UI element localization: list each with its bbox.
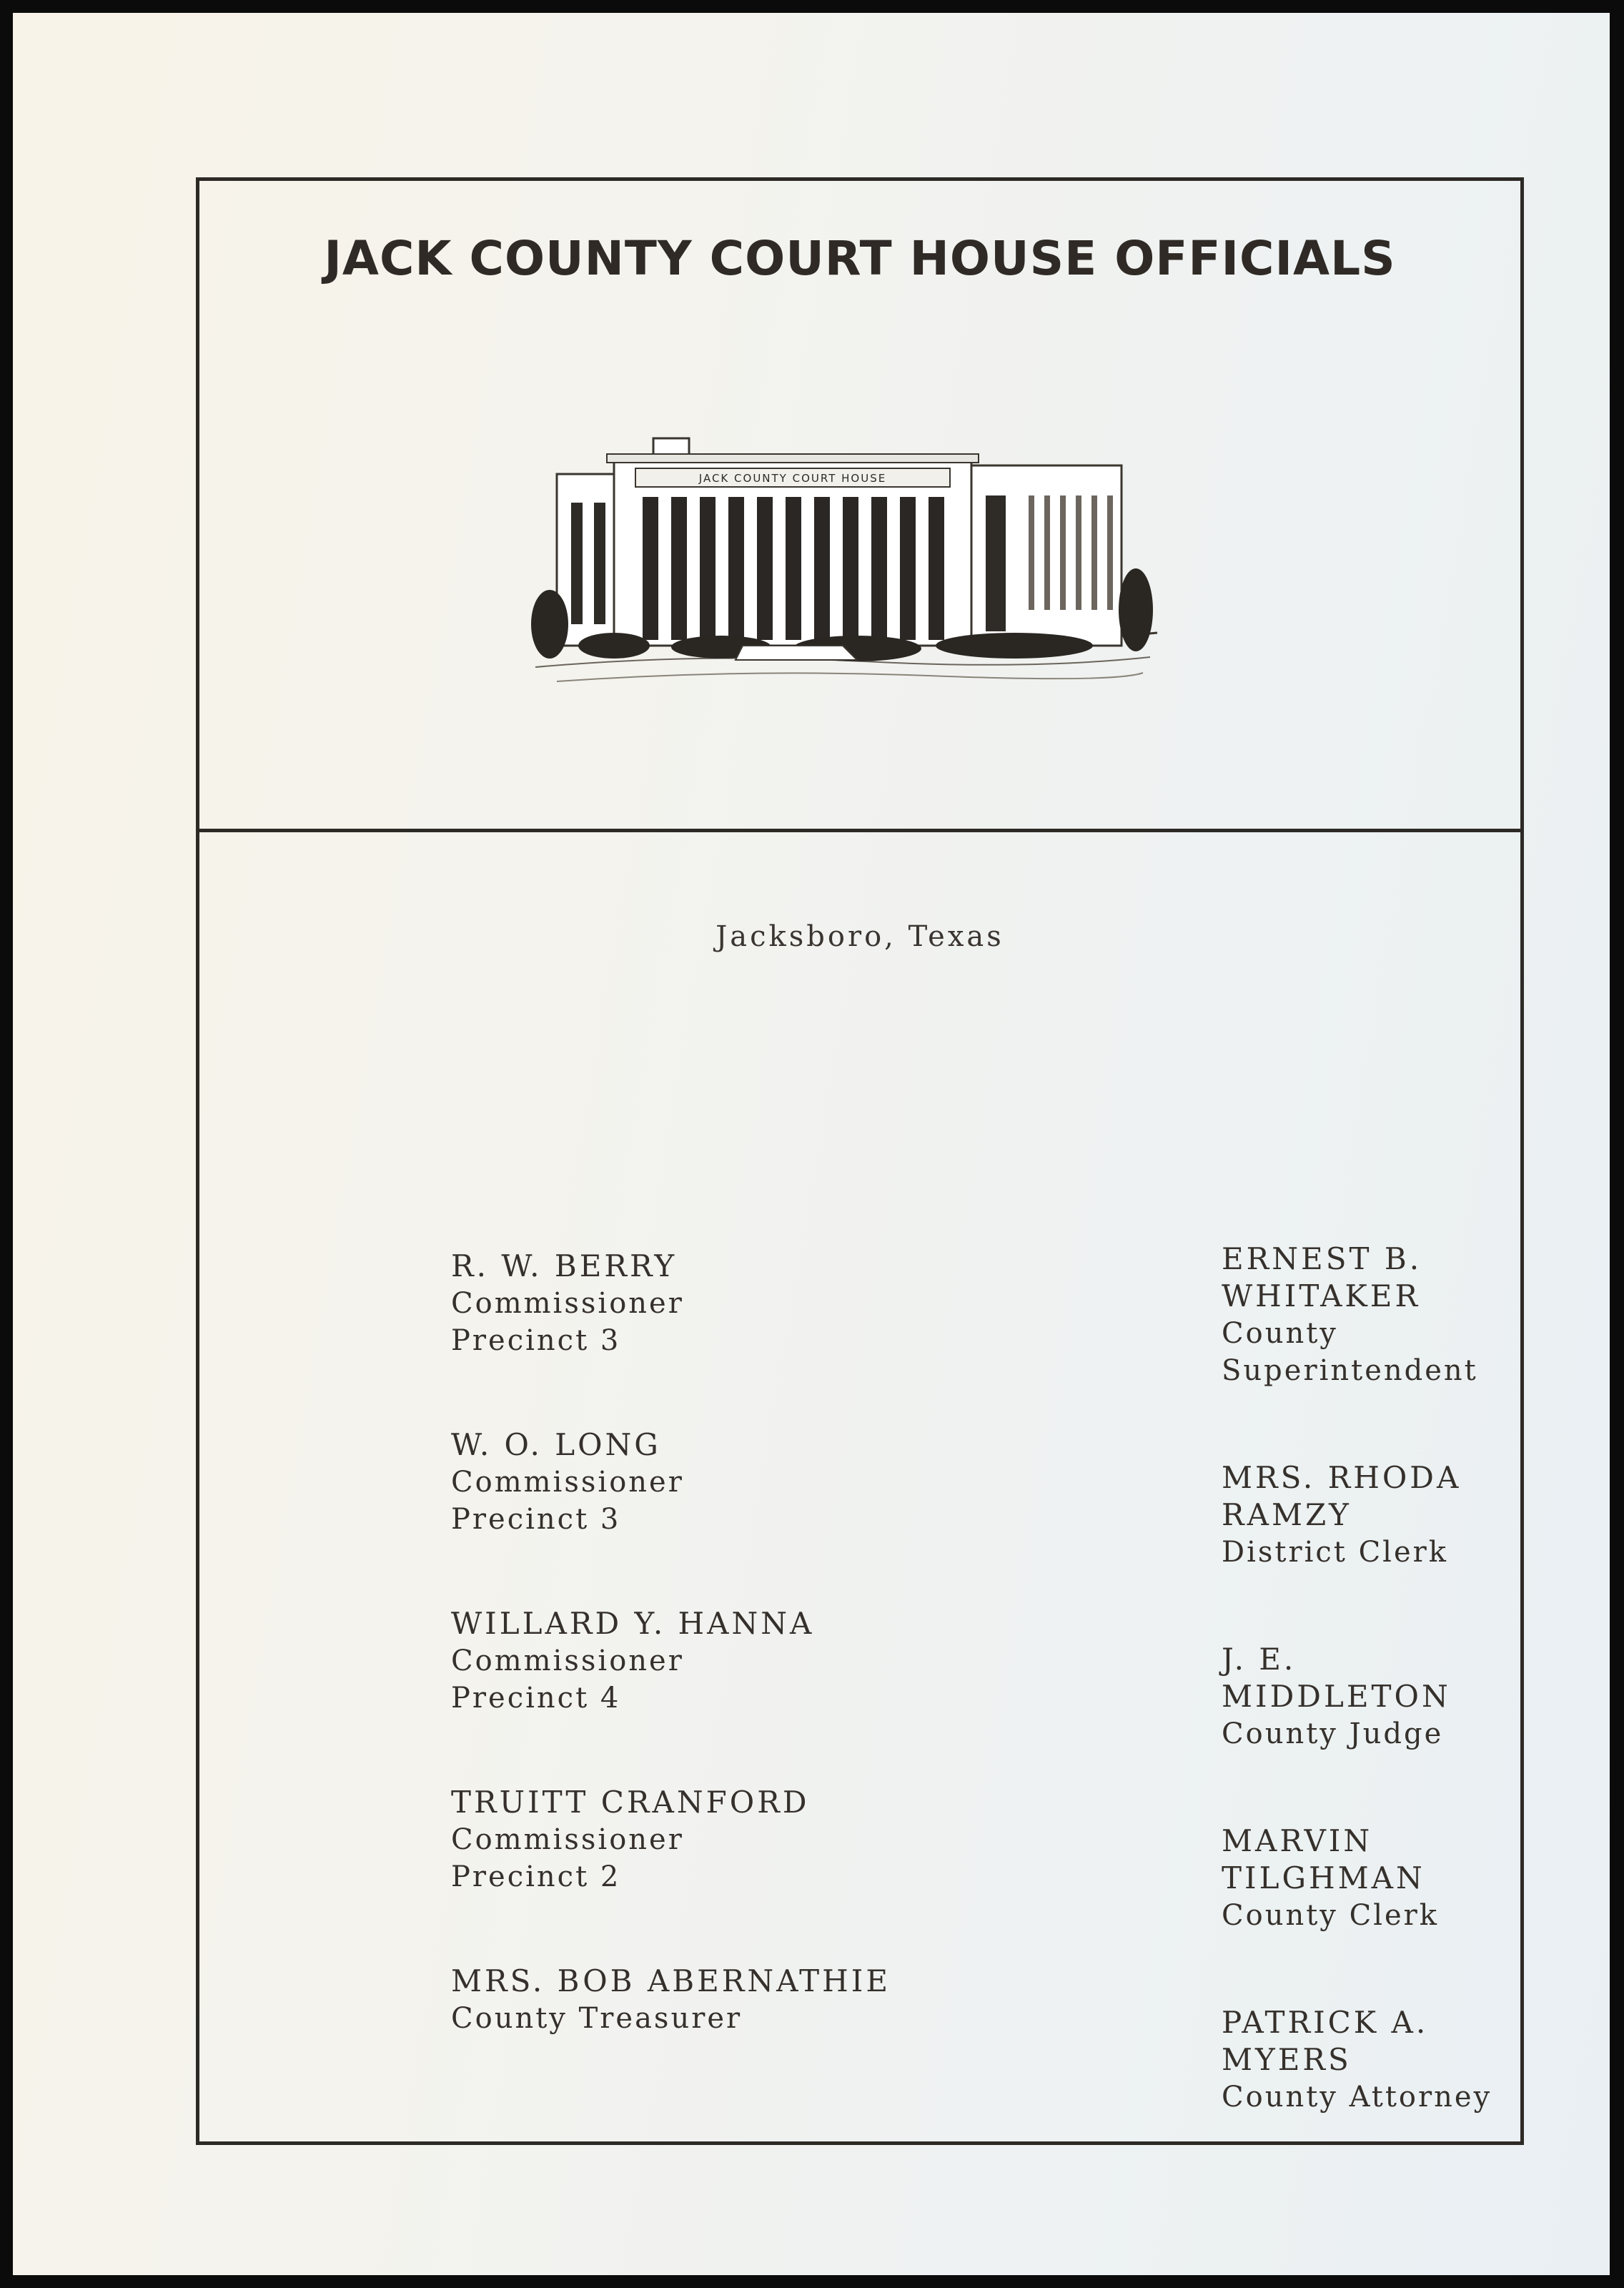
official-entry (451, 1426, 891, 1538)
official-name: R. W. BERRY (451, 1248, 678, 1283)
official-title: District Clerk (1222, 1536, 1448, 1569)
official-entry (1222, 1823, 1520, 1934)
official-title: County Judge (1222, 1717, 1444, 1750)
official-entry (451, 1784, 891, 1895)
official-precinct: Precinct 3 (451, 1503, 621, 1536)
official-name: MRS. RHODA RAMZY (1222, 1460, 1462, 1532)
official-title: Commissioner (451, 1287, 684, 1320)
official-entry (1222, 1459, 1520, 1571)
official-title: County Clerk (1222, 1899, 1440, 1932)
official-entry (451, 1248, 891, 1359)
courthouse-illustration (528, 410, 1164, 710)
official-entry (1222, 1241, 1520, 1389)
official-title: Commissioner (451, 1466, 684, 1499)
page-title: JACK COUNTY COURT HOUSE OFFICIALS (324, 231, 1396, 286)
official-name: TRUITT CRANFORD (451, 1785, 810, 1820)
official-entry (451, 1963, 891, 2037)
official-name: MRS. BOB ABERNATHIE (451, 1963, 891, 1998)
officials-left-column (451, 1248, 891, 2104)
official-precinct: Precinct 4 (451, 1682, 621, 1715)
official-precinct: Precinct 2 (451, 1860, 621, 1893)
officials-right-column (1222, 1241, 1520, 2186)
building-sign-text: JACK COUNTY COURT HOUSE (698, 472, 887, 485)
official-entry (1222, 2004, 1520, 2116)
yearbook-page (13, 13, 1610, 2275)
section-divider (199, 829, 1520, 832)
official-name: ERNEST B. WHITAKER (1222, 1241, 1422, 1313)
official-entry (1222, 1641, 1520, 1752)
official-name: MARVIN TILGHMAN (1222, 1823, 1425, 1895)
official-title: Commissioner (451, 1823, 684, 1856)
official-entry (451, 1605, 891, 1717)
page-border-frame (196, 177, 1524, 2145)
official-title: County Superintendent (1222, 1317, 1478, 1387)
official-name: PATRICK A. MYERS (1222, 2005, 1429, 2077)
official-name: WILLARD Y. HANNA (451, 1606, 815, 1641)
official-precinct: Precinct 3 (451, 1324, 621, 1357)
official-title: Commissioner (451, 1644, 684, 1677)
official-name: W. O. LONG (451, 1427, 661, 1462)
official-title: County Attorney (1222, 2081, 1492, 2114)
image-caption: Jacksboro, Texas (716, 920, 1004, 953)
official-title: County Treasurer (451, 2002, 743, 2035)
official-name: J. E. MIDDLETON (1222, 1642, 1451, 1714)
